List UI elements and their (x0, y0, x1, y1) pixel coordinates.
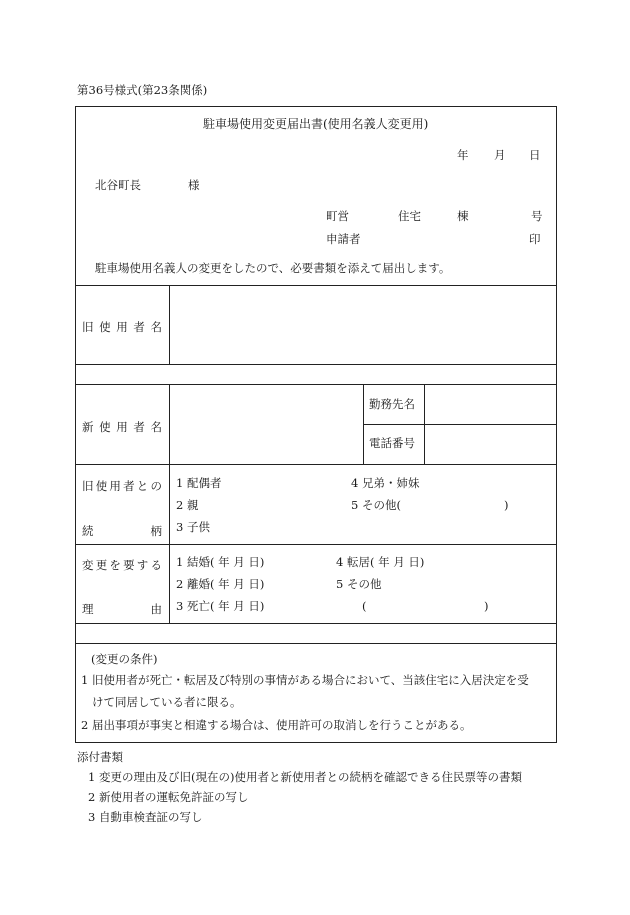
label-char: 柄 (150, 524, 162, 538)
condition-1-line1: 1 旧使用者が死亡・転居及び特別の事情がある場合において、当該住宅に入居決定を受 (81, 673, 529, 687)
label-char: 要 (123, 558, 135, 572)
label-char: 使 (99, 420, 111, 434)
attachments-heading: 添付書類 (77, 750, 123, 764)
condition-2: 2 届出事項が事実と相違する場合は、使用許可の取消しを行うことがある。 (81, 718, 472, 732)
date-day: 日 (529, 148, 541, 162)
attachment-item: 2 新使用者の運転免許証の写し (88, 790, 249, 804)
addressee-honorific: 様 (188, 178, 200, 192)
form-title: 駐車場使用変更届出書(使用名義人変更用) (203, 117, 429, 131)
label-char: 新 (82, 420, 94, 434)
rule-new-user-bottom (75, 464, 557, 465)
relation-option-4[interactable]: 4 兄弟・姉妹 (351, 476, 420, 490)
label-char: 旧 (82, 320, 94, 334)
relation-option-5[interactable]: 5 その他( (351, 498, 401, 512)
rule-relation-bottom (75, 544, 557, 545)
applicant-seal: 印 (529, 232, 541, 246)
reason-option-2[interactable]: 2 離婚( 年 月 日) (176, 577, 265, 591)
date-year: 年 (457, 148, 469, 162)
label-char: と (136, 479, 149, 493)
conditions-heading: (変更の条件) (91, 652, 158, 666)
reason-label-line2 (82, 601, 162, 617)
old-user-label (82, 319, 162, 335)
label-char: 由 (150, 602, 162, 616)
label-char: 使 (95, 479, 108, 493)
label-char: 名 (150, 420, 162, 434)
attachment-item: 3 自動車検査証の写し (88, 810, 203, 824)
applicant-label: 申請者 (326, 232, 361, 246)
phone-input[interactable] (425, 425, 556, 464)
old-user-input[interactable] (170, 286, 556, 364)
new-user-input[interactable] (170, 385, 363, 464)
applicant-jutaku: 住宅 (398, 209, 421, 223)
reason-option-5[interactable]: 5 その他 (336, 577, 382, 591)
attachment-item: 1 変更の理由及び旧(現在の)使用者と新使用者との続柄を確認できる住民票等の書類 (88, 770, 522, 784)
label-char: 使 (99, 320, 111, 334)
relation-label-line2 (82, 523, 162, 539)
label-char: 者 (133, 420, 145, 434)
intro-text: 駐車場使用名義人の変更をしたので、必要書類を添えて届出します。 (95, 261, 451, 275)
relation-label-line1 (82, 478, 162, 494)
label-char: 続 (82, 524, 94, 538)
relation-option-2[interactable]: 2 親 (176, 498, 199, 512)
work-input[interactable] (425, 385, 556, 424)
work-label: 勤務先名 (369, 397, 415, 411)
label-char: 名 (150, 320, 162, 334)
relation-option-1[interactable]: 1 配偶者 (176, 476, 222, 490)
relation-option-3[interactable]: 3 子供 (176, 520, 210, 534)
rule-spacer2-bottom (75, 643, 557, 644)
label-char: 理 (82, 602, 94, 616)
addressee-name: 北谷町長 (95, 178, 141, 192)
relation-option-5-close: ) (504, 498, 509, 512)
label-char: を (109, 558, 121, 572)
applicant-gou: 号 (531, 209, 543, 223)
form-number: 第36号様式(第23条関係) (77, 83, 208, 97)
label-char: 用 (116, 320, 128, 334)
label-char: 更 (95, 558, 108, 572)
rule-new-user-right (363, 384, 364, 464)
new-user-label (82, 419, 162, 435)
condition-1-line2: けて同居している者に限る。 (92, 695, 242, 709)
applicant-mune: 棟 (457, 209, 469, 223)
label-char: 者 (123, 479, 135, 493)
label-char: 用 (109, 479, 121, 493)
reason-other-open: ( (362, 599, 367, 613)
applicant-chouei: 町営 (326, 209, 349, 223)
label-char: 変 (82, 558, 94, 572)
label-char: 者 (133, 320, 145, 334)
rule-old-user-bottom (75, 364, 557, 365)
label-char: の (150, 479, 162, 493)
reason-option-4[interactable]: 4 転居( 年 月 日) (336, 555, 425, 569)
label-char: 用 (116, 420, 128, 434)
label-char: す (136, 558, 149, 572)
date-month: 月 (494, 148, 506, 162)
label-char: 旧 (82, 479, 94, 493)
reason-label-line1 (82, 557, 162, 573)
reason-option-3[interactable]: 3 死亡( 年 月 日) (176, 599, 265, 613)
label-char: る (150, 558, 162, 572)
rule-reason-bottom (75, 623, 557, 624)
reason-option-1[interactable]: 1 結婚( 年 月 日) (176, 555, 265, 569)
phone-label: 電話番号 (369, 436, 415, 450)
reason-other-close: ) (484, 599, 489, 613)
